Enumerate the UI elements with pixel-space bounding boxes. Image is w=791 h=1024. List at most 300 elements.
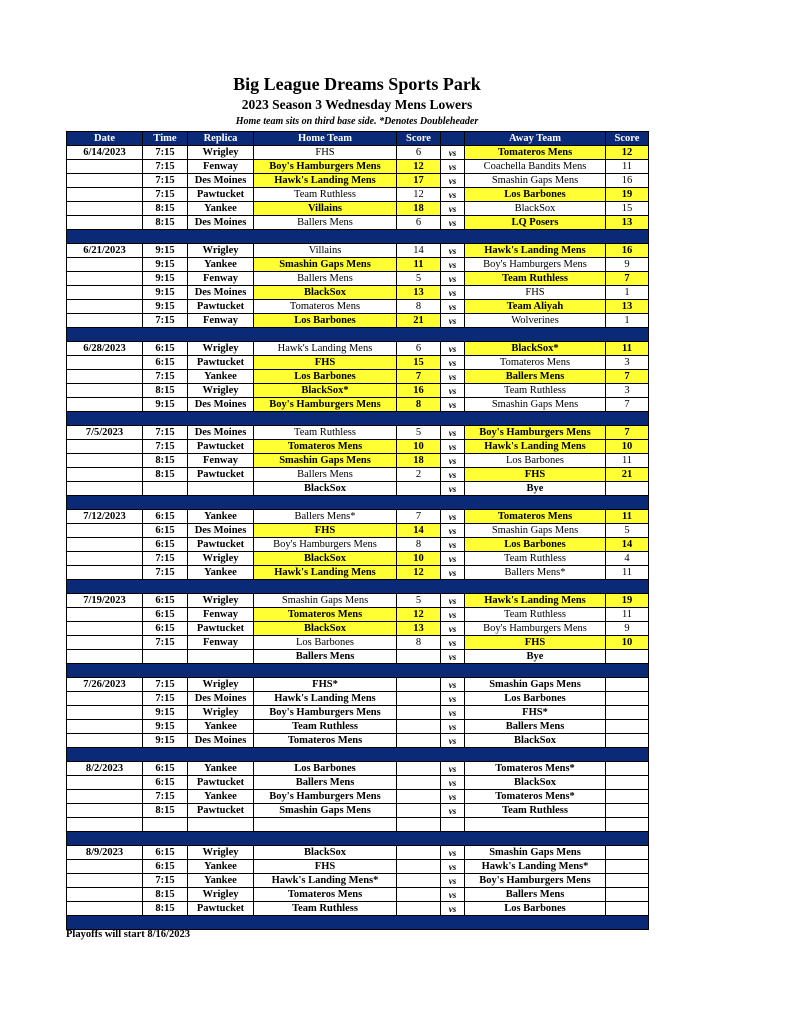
away-score-cell	[606, 692, 649, 706]
date-cell	[67, 202, 143, 216]
table-row	[67, 174, 649, 188]
replica-cell: Fenway	[188, 160, 254, 174]
vs-cell: vs	[441, 734, 465, 748]
away-team-cell: Ballers Mens	[465, 888, 606, 902]
replica-cell: Wrigley	[188, 888, 254, 902]
away-team-cell: Ballers Mens	[465, 720, 606, 734]
separator-bar	[67, 412, 649, 426]
away-team-cell: Hawk's Landing Mens	[465, 244, 606, 258]
away-team-cell: BlackSox	[465, 776, 606, 790]
replica-cell: Pawtucket	[188, 468, 254, 482]
away-team-cell: Team Aliyah	[465, 300, 606, 314]
away-team-cell: Wolverines	[465, 314, 606, 328]
away-score-cell: 19	[606, 594, 649, 608]
schedule-body	[67, 146, 649, 930]
week-separator	[67, 328, 649, 342]
home-team-cell: FHS	[254, 860, 397, 874]
time-cell: 8:15	[143, 804, 188, 818]
date-cell	[67, 216, 143, 230]
away-score-cell	[606, 650, 649, 664]
date-cell: 7/5/2023	[67, 426, 143, 440]
time-cell: 9:15	[143, 720, 188, 734]
away-score-cell: 16	[606, 174, 649, 188]
table-row	[67, 314, 649, 328]
home-team-cell: Hawk's Landing Mens	[254, 566, 397, 580]
date-cell	[67, 734, 143, 748]
home-score-cell: 12	[397, 566, 441, 580]
home-team-cell: Hawk's Landing Mens	[254, 174, 397, 188]
title-block	[66, 74, 648, 128]
away-score-cell: 16	[606, 244, 649, 258]
away-score-cell: 1	[606, 286, 649, 300]
week-separator	[67, 916, 649, 930]
table-row	[67, 216, 649, 230]
away-team-cell: Los Barbones	[465, 454, 606, 468]
home-team-cell: BlackSox*	[254, 384, 397, 398]
away-score-cell: 11	[606, 510, 649, 524]
home-score-cell: 8	[397, 300, 441, 314]
date-cell	[67, 538, 143, 552]
away-score-cell: 13	[606, 216, 649, 230]
home-team-cell: Ballers Mens*	[254, 510, 397, 524]
away-team-cell: Bye	[465, 650, 606, 664]
time-cell: 9:15	[143, 244, 188, 258]
away-team-cell: FHS	[465, 286, 606, 300]
home-team-cell	[254, 818, 397, 832]
away-team-cell: LQ Posers	[465, 216, 606, 230]
home-score-cell: 10	[397, 440, 441, 454]
time-cell: 8:15	[143, 454, 188, 468]
away-score-cell	[606, 846, 649, 860]
replica-cell: Wrigley	[188, 342, 254, 356]
away-team-cell: Los Barbones	[465, 188, 606, 202]
date-cell	[67, 300, 143, 314]
away-team-cell: Boy's Hamburgers Mens	[465, 258, 606, 272]
away-team-cell	[465, 818, 606, 832]
table-row	[67, 860, 649, 874]
vs-cell: vs	[441, 804, 465, 818]
home-score-cell: 2	[397, 468, 441, 482]
date-cell	[67, 356, 143, 370]
date-cell	[67, 888, 143, 902]
week-separator	[67, 748, 649, 762]
away-team-cell: Team Ruthless	[465, 272, 606, 286]
home-team-cell: FHS	[254, 524, 397, 538]
time-cell: 6:15	[143, 594, 188, 608]
time-cell: 6:15	[143, 762, 188, 776]
home-score-cell: 16	[397, 384, 441, 398]
replica-cell: Pawtucket	[188, 356, 254, 370]
home-score-cell	[397, 762, 441, 776]
vs-cell: vs	[441, 510, 465, 524]
vs-cell: vs	[441, 706, 465, 720]
home-score-cell: 10	[397, 552, 441, 566]
date-cell: 6/28/2023	[67, 342, 143, 356]
away-team-cell: Los Barbones	[465, 902, 606, 916]
away-score-cell: 13	[606, 300, 649, 314]
replica-cell: Yankee	[188, 860, 254, 874]
date-cell	[67, 902, 143, 916]
away-team-cell: Tomateros Mens	[465, 146, 606, 160]
vs-cell: vs	[441, 356, 465, 370]
time-cell: 7:15	[143, 160, 188, 174]
away-score-cell: 7	[606, 272, 649, 286]
table-row	[67, 468, 649, 482]
away-team-cell: Tomateros Mens	[465, 510, 606, 524]
away-score-cell: 11	[606, 454, 649, 468]
away-team-cell: FHS*	[465, 706, 606, 720]
date-cell	[67, 608, 143, 622]
time-cell: 6:15	[143, 860, 188, 874]
replica-cell: Wrigley	[188, 384, 254, 398]
away-score-cell	[606, 874, 649, 888]
table-row	[67, 804, 649, 818]
date-cell	[67, 692, 143, 706]
vs-cell: vs	[441, 160, 465, 174]
away-team-cell: Ballers Mens*	[465, 566, 606, 580]
vs-cell: vs	[441, 902, 465, 916]
date-cell	[67, 314, 143, 328]
table-row	[67, 356, 649, 370]
away-score-cell	[606, 706, 649, 720]
home-team-cell: Hawk's Landing Mens	[254, 342, 397, 356]
table-row	[67, 552, 649, 566]
table-row	[67, 650, 649, 664]
date-cell	[67, 160, 143, 174]
time-cell: 7:15	[143, 426, 188, 440]
time-cell: 6:15	[143, 622, 188, 636]
away-score-cell	[606, 720, 649, 734]
home-score-cell: 13	[397, 286, 441, 300]
date-cell	[67, 272, 143, 286]
away-team-cell: Tomateros Mens	[465, 356, 606, 370]
vs-cell: vs	[441, 552, 465, 566]
away-score-cell	[606, 762, 649, 776]
away-score-cell	[606, 804, 649, 818]
home-score-cell	[397, 874, 441, 888]
vs-cell: vs	[441, 440, 465, 454]
date-cell	[67, 650, 143, 664]
replica-cell: Fenway	[188, 272, 254, 286]
table-row	[67, 790, 649, 804]
separator-bar	[67, 664, 649, 678]
replica-cell: Des Moines	[188, 286, 254, 300]
time-cell: 9:15	[143, 734, 188, 748]
time-cell: 7:15	[143, 174, 188, 188]
time-cell: 7:15	[143, 146, 188, 160]
home-team-cell: Smashin Gaps Mens	[254, 258, 397, 272]
vs-cell: vs	[441, 426, 465, 440]
away-team-cell: Ballers Mens	[465, 370, 606, 384]
away-team-cell: Smashin Gaps Mens	[465, 846, 606, 860]
page-subtitle: 2023 Season 3 Wednesday Mens Lowers	[241, 97, 473, 112]
schedule-note: Home team sits on third base side. *Denotes Doubleheader	[235, 116, 479, 127]
table-row	[67, 776, 649, 790]
replica-cell: Yankee	[188, 510, 254, 524]
table-row	[67, 454, 649, 468]
away-score-cell: 10	[606, 636, 649, 650]
separator-bar	[67, 230, 649, 244]
home-score-cell: 6	[397, 216, 441, 230]
away-team-cell: Tomateros Mens*	[465, 762, 606, 776]
home-team-cell: FHS	[254, 146, 397, 160]
away-score-cell: 9	[606, 258, 649, 272]
vs-cell: vs	[441, 314, 465, 328]
away-score-cell	[606, 482, 649, 496]
home-team-cell: Tomateros Mens	[254, 440, 397, 454]
replica-cell: Pawtucket	[188, 300, 254, 314]
home-team-cell: Boy's Hamburgers Mens	[254, 398, 397, 412]
home-team-cell: Smashin Gaps Mens	[254, 594, 397, 608]
time-cell: 6:15	[143, 524, 188, 538]
time-cell: 9:15	[143, 398, 188, 412]
away-team-cell: Smashin Gaps Mens	[465, 524, 606, 538]
replica-cell: Pawtucket	[188, 188, 254, 202]
home-score-cell	[397, 734, 441, 748]
home-score-cell: 18	[397, 454, 441, 468]
table-row	[67, 258, 649, 272]
away-team-cell: Boy's Hamburgers Mens	[465, 874, 606, 888]
replica-cell: Wrigley	[188, 244, 254, 258]
away-score-cell: 15	[606, 202, 649, 216]
table-row	[67, 566, 649, 580]
vs-cell: vs	[441, 398, 465, 412]
page-title: Big League Dreams Sports Park	[233, 74, 481, 94]
header-time: Time	[143, 132, 188, 146]
date-cell	[67, 370, 143, 384]
away-score-cell: 11	[606, 160, 649, 174]
vs-cell: vs	[441, 468, 465, 482]
away-score-cell	[606, 818, 649, 832]
home-score-cell: 15	[397, 356, 441, 370]
time-cell: 8:15	[143, 468, 188, 482]
table-row	[67, 636, 649, 650]
replica-cell: Des Moines	[188, 426, 254, 440]
vs-cell: vs	[441, 258, 465, 272]
time-cell: 9:15	[143, 286, 188, 300]
away-score-cell	[606, 776, 649, 790]
time-cell: 7:15	[143, 692, 188, 706]
table-row	[67, 622, 649, 636]
away-score-cell: 14	[606, 538, 649, 552]
away-score-cell: 11	[606, 342, 649, 356]
home-score-cell: 14	[397, 524, 441, 538]
vs-cell: vs	[441, 566, 465, 580]
vs-cell: vs	[441, 524, 465, 538]
time-cell: 9:15	[143, 300, 188, 314]
week-separator	[67, 580, 649, 594]
away-team-cell: BlackSox	[465, 202, 606, 216]
vs-cell: vs	[441, 860, 465, 874]
away-team-cell: Team Ruthless	[465, 552, 606, 566]
vs-cell: vs	[441, 790, 465, 804]
away-score-cell: 3	[606, 384, 649, 398]
home-team-cell: Boy's Hamburgers Mens	[254, 538, 397, 552]
home-score-cell: 6	[397, 342, 441, 356]
home-score-cell: 13	[397, 622, 441, 636]
home-team-cell: Tomateros Mens	[254, 888, 397, 902]
week-separator	[67, 832, 649, 846]
vs-cell: vs	[441, 174, 465, 188]
replica-cell: Des Moines	[188, 174, 254, 188]
away-score-cell: 11	[606, 608, 649, 622]
week-separator	[67, 496, 649, 510]
home-score-cell: 5	[397, 594, 441, 608]
vs-cell: vs	[441, 846, 465, 860]
time-cell: 6:15	[143, 776, 188, 790]
replica-cell: Wrigley	[188, 146, 254, 160]
replica-cell: Pawtucket	[188, 538, 254, 552]
date-cell	[67, 286, 143, 300]
table-row	[67, 510, 649, 524]
table-row	[67, 202, 649, 216]
home-team-cell: FHS*	[254, 678, 397, 692]
home-score-cell	[397, 888, 441, 902]
home-score-cell: 7	[397, 510, 441, 524]
table-row	[67, 342, 649, 356]
time-cell: 8:15	[143, 202, 188, 216]
home-score-cell	[397, 692, 441, 706]
time-cell: 8:15	[143, 216, 188, 230]
time-cell: 8:15	[143, 384, 188, 398]
replica-cell: Yankee	[188, 202, 254, 216]
away-score-cell: 7	[606, 370, 649, 384]
home-team-cell: BlackSox	[254, 286, 397, 300]
time-cell	[143, 650, 188, 664]
home-team-cell: Hawk's Landing Mens*	[254, 874, 397, 888]
vs-cell: vs	[441, 146, 465, 160]
vs-cell: vs	[441, 216, 465, 230]
table-row	[67, 524, 649, 538]
away-score-cell: 10	[606, 440, 649, 454]
table-row	[67, 440, 649, 454]
away-team-cell: Boy's Hamburgers Mens	[465, 622, 606, 636]
time-cell: 9:15	[143, 706, 188, 720]
home-team-cell: Boy's Hamburgers Mens	[254, 790, 397, 804]
home-score-cell	[397, 678, 441, 692]
home-score-cell: 17	[397, 174, 441, 188]
separator-bar	[67, 916, 649, 930]
away-team-cell: BlackSox*	[465, 342, 606, 356]
replica-cell: Yankee	[188, 720, 254, 734]
replica-cell: Fenway	[188, 608, 254, 622]
separator-bar	[67, 748, 649, 762]
separator-bar	[67, 832, 649, 846]
date-cell: 7/19/2023	[67, 594, 143, 608]
home-score-cell: 6	[397, 146, 441, 160]
away-team-cell: Smashin Gaps Mens	[465, 174, 606, 188]
vs-cell: vs	[441, 300, 465, 314]
vs-cell: vs	[441, 188, 465, 202]
time-cell: 6:15	[143, 608, 188, 622]
date-cell	[67, 384, 143, 398]
home-score-cell: 14	[397, 244, 441, 258]
playoffs-note: Playoffs will start 8/16/2023	[66, 929, 190, 940]
replica-cell: Des Moines	[188, 734, 254, 748]
away-team-cell: Los Barbones	[465, 538, 606, 552]
home-score-cell	[397, 776, 441, 790]
replica-cell	[188, 482, 254, 496]
date-cell: 7/26/2023	[67, 678, 143, 692]
home-score-cell: 12	[397, 188, 441, 202]
home-team-cell: BlackSox	[254, 482, 397, 496]
home-score-cell: 12	[397, 608, 441, 622]
table-row	[67, 426, 649, 440]
vs-cell: vs	[441, 454, 465, 468]
home-team-cell: Ballers Mens	[254, 468, 397, 482]
home-score-cell: 8	[397, 636, 441, 650]
home-score-cell	[397, 790, 441, 804]
table-row	[67, 888, 649, 902]
home-team-cell: Ballers Mens	[254, 216, 397, 230]
away-team-cell: FHS	[465, 468, 606, 482]
replica-cell: Yankee	[188, 370, 254, 384]
vs-cell: vs	[441, 370, 465, 384]
home-team-cell: Ballers Mens	[254, 776, 397, 790]
table-header-row	[67, 132, 649, 146]
date-cell	[67, 818, 143, 832]
away-score-cell	[606, 888, 649, 902]
home-team-cell: FHS	[254, 356, 397, 370]
date-cell	[67, 258, 143, 272]
vs-cell: vs	[441, 244, 465, 258]
replica-cell: Pawtucket	[188, 804, 254, 818]
table-row	[67, 846, 649, 860]
schedule-table	[66, 131, 649, 930]
replica-cell: Wrigley	[188, 552, 254, 566]
home-team-cell: Smashin Gaps Mens	[254, 804, 397, 818]
time-cell: 7:15	[143, 874, 188, 888]
time-cell: 7:15	[143, 678, 188, 692]
table-row	[67, 146, 649, 160]
date-cell	[67, 482, 143, 496]
date-cell: 7/12/2023	[67, 510, 143, 524]
away-score-cell: 5	[606, 524, 649, 538]
away-score-cell: 21	[606, 468, 649, 482]
away-score-cell	[606, 678, 649, 692]
time-cell: 7:15	[143, 314, 188, 328]
date-cell	[67, 622, 143, 636]
replica-cell: Fenway	[188, 454, 254, 468]
home-team-cell: BlackSox	[254, 552, 397, 566]
replica-cell: Fenway	[188, 314, 254, 328]
date-cell	[67, 804, 143, 818]
away-team-cell: Boy's Hamburgers Mens	[465, 426, 606, 440]
home-team-cell: Tomateros Mens	[254, 300, 397, 314]
vs-cell: vs	[441, 692, 465, 706]
date-cell	[67, 398, 143, 412]
home-team-cell: Ballers Mens	[254, 272, 397, 286]
date-cell: 6/14/2023	[67, 146, 143, 160]
home-score-cell: 8	[397, 398, 441, 412]
time-cell: 6:15	[143, 510, 188, 524]
time-cell: 6:15	[143, 356, 188, 370]
home-score-cell	[397, 650, 441, 664]
vs-cell: vs	[441, 650, 465, 664]
date-cell	[67, 468, 143, 482]
separator-bar	[67, 328, 649, 342]
table-row	[67, 692, 649, 706]
home-score-cell	[397, 860, 441, 874]
vs-cell: vs	[441, 272, 465, 286]
time-cell: 7:15	[143, 370, 188, 384]
home-team-cell: Team Ruthless	[254, 720, 397, 734]
vs-cell: vs	[441, 286, 465, 300]
vs-cell: vs	[441, 538, 465, 552]
away-team-cell: Hawk's Landing Mens	[465, 594, 606, 608]
vs-cell: vs	[441, 776, 465, 790]
time-cell: 7:15	[143, 790, 188, 804]
